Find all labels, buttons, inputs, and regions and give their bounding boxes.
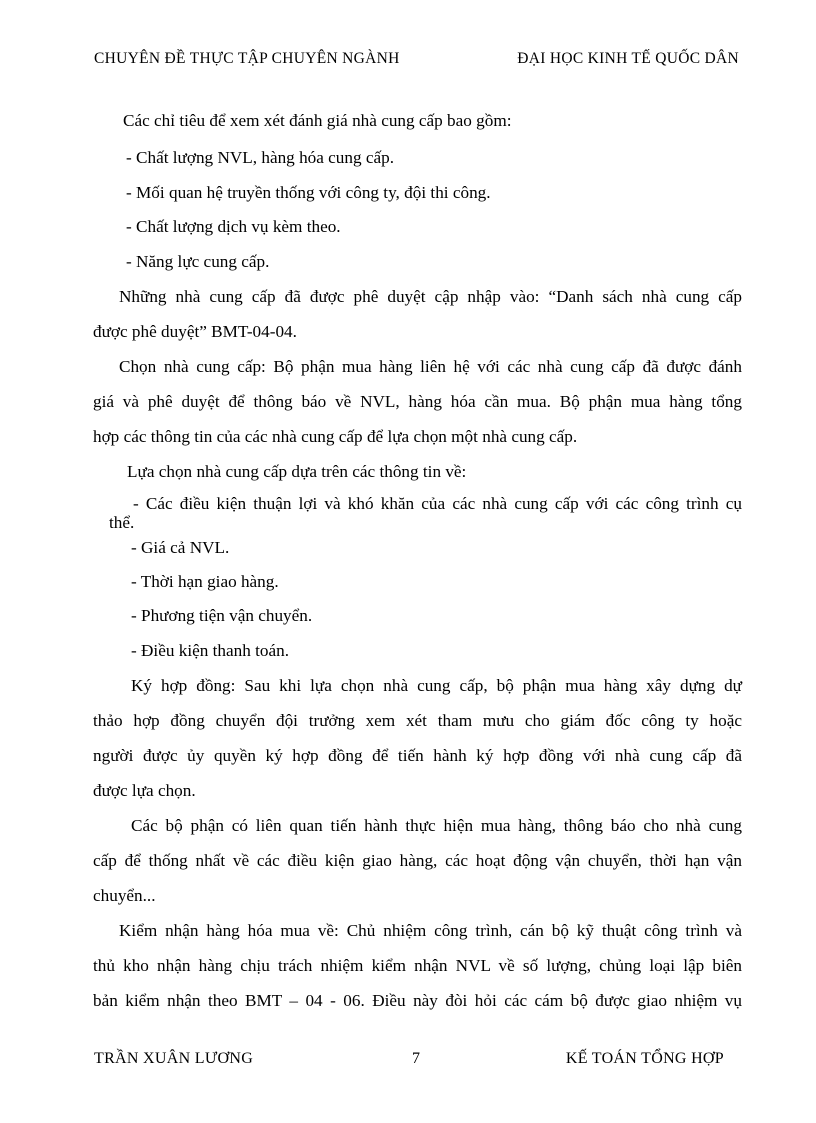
body-line: Lựa chọn nhà cung cấp dựa trên các thông tin về: [127,462,467,481]
body-line: được phê duyệt” BMT-04-04. [93,322,297,341]
body-line: - Các điều kiện thuận lợi và khó khăn của các nhà cung cấp với các công trình cụ [133,494,742,513]
body-line: thảo hợp đồng chuyển đội trưởng xem xét tham mưu cho giám đốc công ty hoặc [93,711,742,730]
body-line: cấp để thống nhất về các điều kiện giao hàng, các hoạt động vận chuyển, thời hạn vận [93,851,742,870]
body-line: Các chỉ tiêu để xem xét đánh giá nhà cung cấp bao gồm: [123,111,512,130]
page-number: 7 [412,1050,421,1067]
header-left-text: CHUYÊN ĐỀ THỰC TẬP CHUYÊN NGÀNH [94,50,400,67]
body-line: - Chất lượng dịch vụ kèm theo. [126,217,341,236]
body-line: - Mối quan hệ truyền thống với công ty, đội thi công. [126,183,491,202]
footer-right-text: KẾ TOÁN TỔNG HỢP [565,1050,724,1067]
page-header [94,50,739,74]
body-line: được lựa chọn. [93,781,196,800]
body-line: giá và phê duyệt để thông báo về NVL, hàng hóa cần mua. Bộ phận mua hàng tổng [93,392,742,411]
body-line: bản kiểm nhận theo BMT – 04 - 06. Điều này đòi hỏi các cám bộ được giao nhiệm vụ [93,991,742,1010]
body-line: thể. [109,513,135,532]
footer-author: TRẦN XUÂN LƯƠNG [94,1050,254,1067]
body-line: Chọn nhà cung cấp: Bộ phận mua hàng liên hệ với các nhà cung cấp đã được đánh [119,357,742,376]
body-line: hợp các thông tin của các nhà cung cấp để lựa chọn một nhà cung cấp. [93,427,578,446]
body-line: - Giá cả NVL. [131,538,230,557]
body-line: - Năng lực cung cấp. [126,252,270,271]
body-line: Kiểm nhận hàng hóa mua về: Chủ nhiệm công trình, cán bộ kỹ thuật công trình và [119,921,742,940]
body-line: Ký hợp đồng: Sau khi lựa chọn nhà cung cấp, bộ phận mua hàng xây dựng dự [131,676,742,695]
body-line: Các bộ phận có liên quan tiến hành thực hiện mua hàng, thông báo cho nhà cung [131,816,742,835]
header-right-text: ĐẠI HỌC KINH TẾ QUỐC DÂN [517,50,739,67]
body-line: - Chất lượng NVL, hàng hóa cung cấp. [126,148,395,167]
body-line: thủ kho nhận hàng chịu trách nhiệm kiểm nhận NVL về số lượng, chủng loại lập biên [93,956,742,975]
page-footer [94,1050,724,1074]
body-line: người được ủy quyền ký hợp đồng để tiến hành ký hợp đồng với nhà cung cấp đã [93,746,742,765]
body-line: Những nhà cung cấp đã được phê duyệt cập nhập vào: “Danh sách nhà cung cấp [119,287,742,306]
body-line: - Điều kiện thanh toán. [131,641,289,660]
body-line: chuyển... [93,886,156,905]
body-line: - Phương tiện vận chuyển. [131,606,313,625]
body-line: - Thời hạn giao hàng. [131,572,279,591]
